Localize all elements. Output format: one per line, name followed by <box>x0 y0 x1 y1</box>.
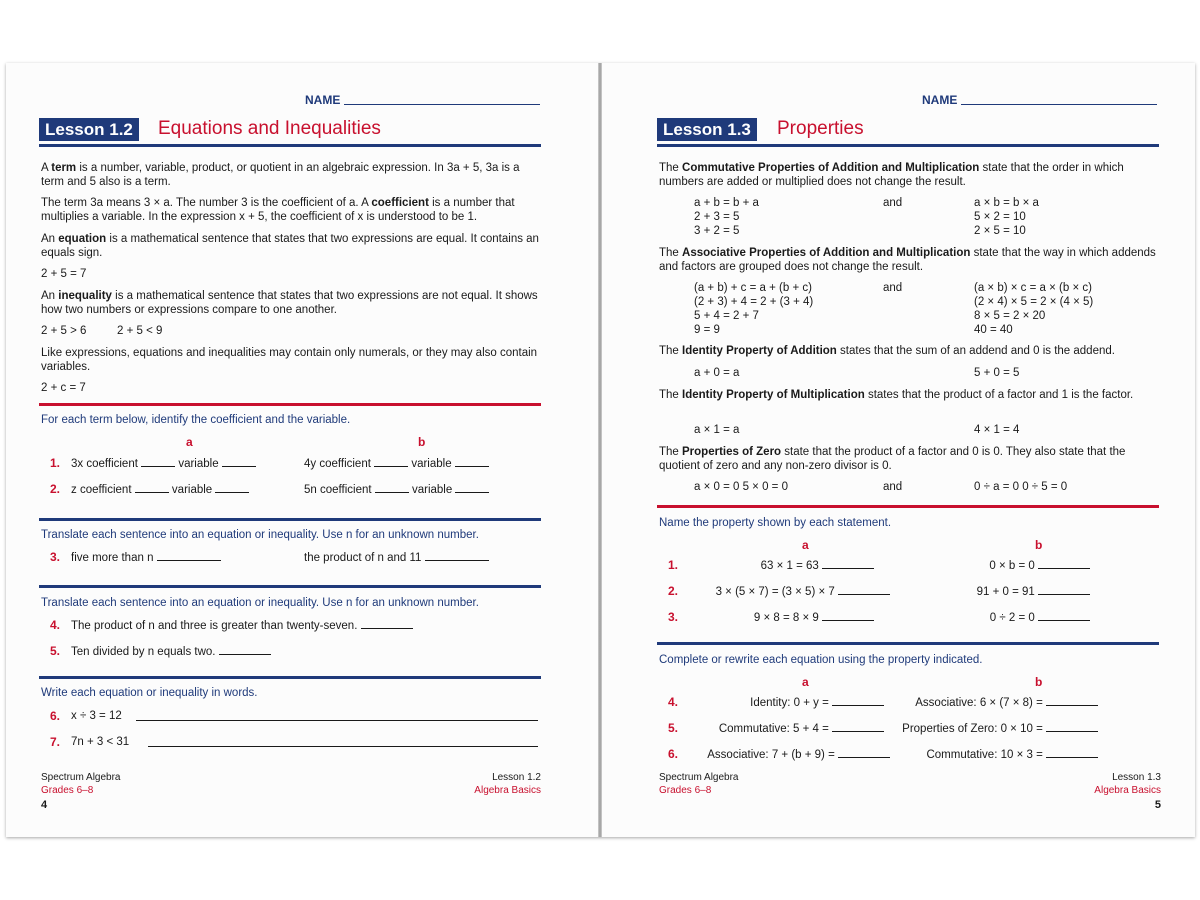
answer-line[interactable] <box>136 720 538 721</box>
question-3b: the product of n and 11 <box>304 550 489 565</box>
identity-mult-example: 4 × 1 = 4 <box>974 424 1020 436</box>
question-2b: 5n coefficient variable <box>304 482 489 497</box>
question-2a: z coefficient variable <box>71 482 249 497</box>
paragraph-coefficient: The term 3a means 3 × a. The number 3 is the coefficient of a. A coefficient is a number that multiplies a variable. In the expression x + 5, the coefficient of x is understood to be 1. <box>41 197 515 223</box>
answer-blank[interactable] <box>425 550 489 561</box>
question-number: 4. <box>668 695 679 709</box>
column-a-header: a <box>186 435 193 449</box>
example-inequality-2: 2 + 5 < 9 <box>117 325 163 337</box>
and-label: and <box>883 282 903 294</box>
question-2b: 91 + 0 = 91 <box>977 584 1090 599</box>
associative-add-2: (2 + 3) + 4 = 2 + (3 + 4) <box>694 296 814 308</box>
question-number: 3. <box>50 550 61 564</box>
answer-blank[interactable] <box>822 610 874 621</box>
question-6b: Commutative: 10 × 3 = <box>926 747 1098 762</box>
answer-blank[interactable] <box>361 618 413 629</box>
paragraph-identity-multiplication: The Identity Property of Multiplication states that the product of a factor and 1 is the factor. <box>659 389 1134 401</box>
commutative-add-3: 3 + 2 = 5 <box>694 225 740 237</box>
question-number: 7. <box>50 735 61 749</box>
question-2a: 3 × (5 × 7) = (3 × 5) × 7 <box>716 584 890 599</box>
paragraph-variables: Like expressions, equations and inequalities may contain only numerals, or they may also contain variables. <box>41 347 538 373</box>
instructions-translate-2: Translate each sentence into an equation or inequality. Use n for an unknown number. <box>41 597 479 609</box>
paragraph-commutative: The Commutative Properties of Addition and Multiplication state that the order in which numbers are added or multiplied does not change the result. <box>659 162 1124 188</box>
answer-blank[interactable] <box>832 721 884 732</box>
answer-blank[interactable] <box>222 456 256 467</box>
paragraph-inequality: An inequality is a mathematical sentence that states that two expressions are not equal. It shows how two numbers or expressions compare to one another. <box>41 290 538 316</box>
section-rule <box>39 676 541 679</box>
answer-blank[interactable] <box>135 482 169 493</box>
answer-line[interactable] <box>148 746 538 747</box>
column-a-header: a <box>802 538 809 552</box>
footer-book-title: Spectrum Algebra <box>659 772 739 783</box>
answer-blank[interactable] <box>375 482 409 493</box>
answer-blank[interactable] <box>455 482 489 493</box>
name-label: NAME <box>922 93 958 107</box>
question-5: Ten divided by n equals two. <box>71 644 271 659</box>
answer-blank[interactable] <box>1046 695 1098 706</box>
commutative-add-1: a + b = b + a <box>694 197 759 209</box>
lesson-badge: Lesson 1.2 <box>39 118 139 141</box>
footer-lesson: Lesson 1.2 <box>492 772 541 783</box>
footer-grades: Grades 6–8 <box>659 785 712 796</box>
example-variable: 2 + c = 7 <box>41 382 86 394</box>
question-4: The product of n and three is greater than twenty-seven. <box>71 618 413 633</box>
identity-mult-general: a × 1 = a <box>694 424 740 436</box>
question-4a: Identity: 0 + y = <box>750 695 884 710</box>
question-number: 2. <box>668 584 679 598</box>
answer-blank[interactable] <box>832 695 884 706</box>
answer-blank[interactable] <box>1038 610 1090 621</box>
answer-blank[interactable] <box>1046 747 1098 758</box>
footer-topic: Algebra Basics <box>1094 785 1161 796</box>
column-b-header: b <box>1035 538 1043 552</box>
page-number: 5 <box>1154 799 1161 811</box>
answer-blank[interactable] <box>219 644 271 655</box>
lesson-title: Properties <box>777 118 864 139</box>
question-number: 2. <box>50 482 61 496</box>
and-label: and <box>883 481 903 493</box>
section-rule <box>39 585 541 588</box>
question-number: 1. <box>668 558 679 572</box>
associative-mult-3: 8 × 5 = 2 × 20 <box>974 310 1046 322</box>
column-b-header: b <box>1035 675 1043 689</box>
associative-mult-2: (2 × 4) × 5 = 2 × (4 × 5) <box>974 296 1094 308</box>
identity-add-example: 5 + 0 = 5 <box>974 367 1020 379</box>
question-1a: 63 × 1 = 63 <box>761 558 874 573</box>
footer-book-title: Spectrum Algebra <box>41 772 121 783</box>
instructions-complete: Complete or rewrite each equation using the property indicated. <box>659 654 983 666</box>
question-1a: 3x coefficient variable <box>71 456 256 471</box>
answer-blank[interactable] <box>157 550 221 561</box>
workbook-spread <box>6 63 1195 837</box>
paragraph-term: A term is a number, variable, product, or quotient in an algebraic expression. In 3a + 5, 3a is a term and 5 also is a term. <box>41 162 520 188</box>
column-b-header: b <box>418 435 426 449</box>
associative-mult-4: 40 = 40 <box>974 324 1013 336</box>
question-number: 6. <box>668 747 679 761</box>
instructions-name-property: Name the property shown by each statement. <box>659 517 892 529</box>
name-line <box>344 104 540 105</box>
question-4b: Associative: 6 × (7 × 8) = <box>915 695 1098 710</box>
question-6a: Associative: 7 + (b + 9) = <box>707 747 890 762</box>
instructions-coefficient: For each term below, identify the coefficient and the variable. <box>41 414 351 426</box>
zero-product: a × 0 = 0 5 × 0 = 0 <box>694 481 788 493</box>
column-a-header: a <box>802 675 809 689</box>
paragraph-identity-addition: The Identity Property of Addition states that the sum of an addend and 0 is the addend. <box>659 345 1115 357</box>
question-7: 7n + 3 < 31 <box>71 736 130 748</box>
question-number: 3. <box>668 610 679 624</box>
lesson-title: Equations and Inequalities <box>158 118 381 139</box>
zero-quotient: 0 ÷ a = 0 0 ÷ 5 = 0 <box>974 481 1068 493</box>
answer-blank[interactable] <box>838 584 890 595</box>
answer-blank[interactable] <box>1038 558 1090 569</box>
question-5a: Commutative: 5 + 4 = <box>719 721 884 736</box>
answer-blank[interactable] <box>822 558 874 569</box>
example-equation: 2 + 5 = 7 <box>41 268 87 280</box>
answer-blank[interactable] <box>455 456 489 467</box>
and-label: and <box>883 197 903 209</box>
paragraph-associative: The Associative Properties of Addition and Multiplication state that the way in which addends and factors are grouped does not change the result. <box>659 247 1156 273</box>
section-rule <box>657 505 1159 508</box>
identity-add-general: a + 0 = a <box>694 367 740 379</box>
associative-add-1: (a + b) + c = a + (b + c) <box>694 282 812 294</box>
question-1b: 0 × b = 0 <box>989 558 1090 573</box>
answer-blank[interactable] <box>1038 584 1090 595</box>
footer-lesson: Lesson 1.3 <box>1112 772 1161 783</box>
section-rule <box>39 518 541 521</box>
page-number: 4 <box>41 799 48 811</box>
question-1b: 4y coefficient variable <box>304 456 489 471</box>
answer-blank[interactable] <box>374 456 408 467</box>
commutative-mult-1: a × b = b × a <box>974 197 1039 209</box>
section-rule <box>39 403 541 406</box>
instructions-words: Write each equation or inequality in words. <box>41 687 258 699</box>
footer-topic: Algebra Basics <box>474 785 541 796</box>
page-right <box>602 63 1195 837</box>
associative-mult-1: (a × b) × c = a × (b × c) <box>974 282 1092 294</box>
paragraph-equation: An equation is a mathematical sentence that states that two expressions are equal. It contains an equals sign. <box>41 233 539 259</box>
question-6: x ÷ 3 = 12 <box>71 710 122 722</box>
question-5b: Properties of Zero: 0 × 10 = <box>902 721 1098 736</box>
associative-add-3: 5 + 4 = 2 + 7 <box>694 310 759 322</box>
answer-blank[interactable] <box>215 482 249 493</box>
title-rule <box>39 144 541 147</box>
answer-blank[interactable] <box>141 456 175 467</box>
answer-blank[interactable] <box>838 747 890 758</box>
question-number: 4. <box>50 618 61 632</box>
answer-blank[interactable] <box>1046 721 1098 732</box>
name-label: NAME <box>305 93 341 107</box>
lesson-badge: Lesson 1.3 <box>657 118 757 141</box>
question-number: 1. <box>50 456 61 470</box>
commutative-mult-2: 5 × 2 = 10 <box>974 211 1026 223</box>
title-rule <box>657 144 1159 147</box>
example-inequality-1: 2 + 5 > 6 <box>41 325 87 337</box>
associative-add-4: 9 = 9 <box>694 324 720 336</box>
commutative-add-2: 2 + 3 = 5 <box>694 211 740 223</box>
question-number: 5. <box>50 644 61 658</box>
question-3a: five more than n <box>71 550 221 565</box>
question-3b: 0 ÷ 2 = 0 <box>990 610 1090 625</box>
name-line <box>961 104 1157 105</box>
commutative-mult-3: 2 × 5 = 10 <box>974 225 1026 237</box>
question-3a: 9 × 8 = 8 × 9 <box>754 610 874 625</box>
section-rule <box>657 642 1159 645</box>
footer-grades: Grades 6–8 <box>41 785 94 796</box>
page-left <box>6 63 598 837</box>
question-number: 5. <box>668 721 679 735</box>
instructions-translate-1: Translate each sentence into an equation or inequality. Use n for an unknown number. <box>41 529 479 541</box>
paragraph-zero: The Properties of Zero state that the product of a factor and 0 is 0. They also state that the quotient of zero and any non-zero divisor is 0. <box>659 446 1126 472</box>
question-number: 6. <box>50 709 61 723</box>
